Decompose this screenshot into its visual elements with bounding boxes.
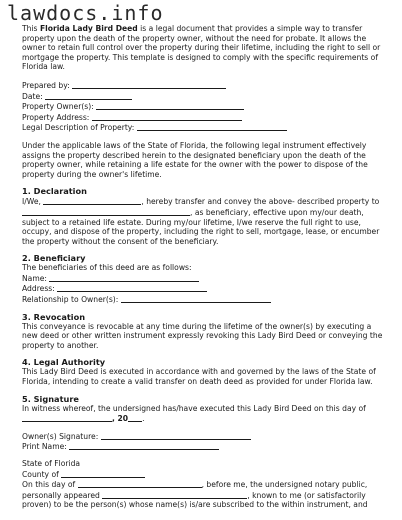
- section-signature: [22, 394, 384, 452]
- legal-desc-row: [22, 122, 384, 133]
- beneficiary-name-input[interactable]: [49, 273, 199, 282]
- beneficiary-address-input[interactable]: [57, 283, 207, 292]
- section-beneficiary: [22, 253, 384, 304]
- section-notary: [22, 459, 384, 510]
- notary-appeared-line: [22, 490, 384, 501]
- intro-pre: This: [22, 24, 40, 33]
- declaration-heading: 1. Declaration: [22, 186, 87, 197]
- legal-desc-field[interactable]: [137, 122, 287, 131]
- address-field[interactable]: [92, 112, 242, 121]
- beneficiary-name-label: Name:: [22, 273, 47, 283]
- revocation-heading: 3. Revocation: [22, 311, 86, 322]
- address-row: [22, 112, 384, 123]
- prepared-by-field[interactable]: [72, 80, 226, 89]
- notary-appeared-b: , known to me (or satisfactorily: [247, 490, 366, 500]
- witness-text: [22, 404, 384, 424]
- county-field[interactable]: [61, 469, 145, 478]
- legal-desc-label: Legal Description of Property:: [22, 123, 135, 133]
- beneficiary-address-row: [22, 283, 384, 294]
- declaration-text-b: , hereby transfer and convey the above-: [141, 197, 295, 207]
- notary-proven-line: proven) to be the person(s) whose name(s) is/are subscribed to the within instrument, and: [22, 500, 368, 510]
- owners-row: [22, 101, 384, 112]
- print-name-field[interactable]: [69, 441, 219, 450]
- owner-signature-field[interactable]: [101, 431, 251, 440]
- intro-post: is a legal document that provides a simple way to transfer property upon the death of the property owner, without the need for probate. It allows the owner to retain full control over the property during their lifetime, including the right to sell or mortgage the property. This template is designed to comply with the specific requirements of Florida law.: [22, 24, 381, 72]
- declaration-text-c: described property to: [297, 197, 380, 207]
- declaration-text: [22, 196, 384, 246]
- section-revocation: [22, 312, 384, 351]
- watermark-logo: lawdocs.info: [7, 1, 164, 25]
- section-declaration: [22, 186, 384, 246]
- date-label: Date:: [22, 91, 43, 101]
- revocation-text: This conveyance is revocable at any time during the lifetime of the owner(s) by executing a new deed or other written instrument expressly revoking this Lady Bird Deed or conveying the property to another.: [22, 321, 383, 350]
- date-row: [22, 91, 384, 102]
- county-row: [22, 469, 384, 480]
- section-legal-authority: [22, 357, 384, 386]
- beneficiary-name-field[interactable]: [22, 207, 190, 216]
- notary-day-b: , before me, the undersigned notary public,: [201, 480, 368, 490]
- address-label: Property Address:: [22, 112, 90, 122]
- declaration-text-d: , as beneficiary, effective upon my/our death, subject to a retained life estate. During my/our lifetime, I/we reserve the full right to use, occupy, and dispose of the property, including the right to sell, mortgage, lease, or encumber the property without the consent of the beneficiary.: [22, 207, 380, 246]
- owners-field[interactable]: [96, 101, 244, 110]
- intro-bold-title: Florida Lady Bird Deed: [39, 24, 138, 33]
- appeared-name-field[interactable]: [102, 490, 247, 499]
- beneficiary-name-row: [22, 273, 384, 284]
- prepared-by-row: [22, 80, 384, 91]
- relationship-label: Relationship to Owner(s):: [22, 295, 119, 305]
- declaration-text-a: I/We,: [22, 197, 41, 207]
- witness-text-main: In witness whereof, the undersigned has/have executed this Lady Bird Deed on this day of: [22, 403, 366, 413]
- relationship-row: [22, 294, 384, 305]
- notary-state: State of Florida: [22, 459, 81, 468]
- notary-day-a: On this day of: [22, 480, 76, 490]
- notary-day-line: [22, 479, 384, 490]
- signature-heading: 5. Signature: [22, 393, 79, 404]
- beneficiary-heading: 2. Beneficiary: [22, 253, 86, 264]
- authority-heading: 4. Legal Authority: [22, 357, 106, 368]
- beneficiary-intro: The beneficiaries of this deed are as follows:: [22, 263, 192, 273]
- prepared-by-label: Prepared by:: [22, 80, 70, 90]
- authority-text: This Lady Bird Deed is executed in accordance with and governed by the laws of the State of Florida, intending to create a valid transfer on death deed as provided for under Florida law.: [22, 367, 376, 387]
- owners-label: Property Owner(s):: [22, 102, 94, 112]
- year-prefix: , 20: [112, 414, 129, 424]
- document-page: [22, 24, 384, 510]
- beneficiary-address-label: Address:: [22, 284, 55, 294]
- notary-appeared-a: personally appeared: [22, 490, 100, 500]
- owner-signature-label: Owner(s) Signature:: [22, 431, 99, 441]
- print-name-label: Print Name:: [22, 442, 67, 452]
- county-label: County of: [22, 469, 59, 479]
- execution-date-field[interactable]: [22, 413, 112, 422]
- owner-signature-row: [22, 431, 384, 442]
- year-field[interactable]: [128, 413, 145, 424]
- intro-paragraph: [22, 24, 384, 72]
- header-fields: [22, 80, 384, 133]
- notary-day-field[interactable]: [78, 479, 202, 488]
- year-suffix: .: [142, 414, 145, 424]
- grantor-name-field[interactable]: [43, 196, 141, 205]
- preamble-paragraph: Under the applicable laws of the State of Florida, the following legal instrument effectively assigns the property described herein to the designated beneficiary upon the death of the property owner, while retaining a life estate for the owner with the power to dispose of the property during the owner's lifetime.: [22, 140, 368, 179]
- relationship-input[interactable]: [121, 294, 271, 303]
- date-field[interactable]: [45, 91, 132, 100]
- print-name-row: [22, 441, 384, 452]
